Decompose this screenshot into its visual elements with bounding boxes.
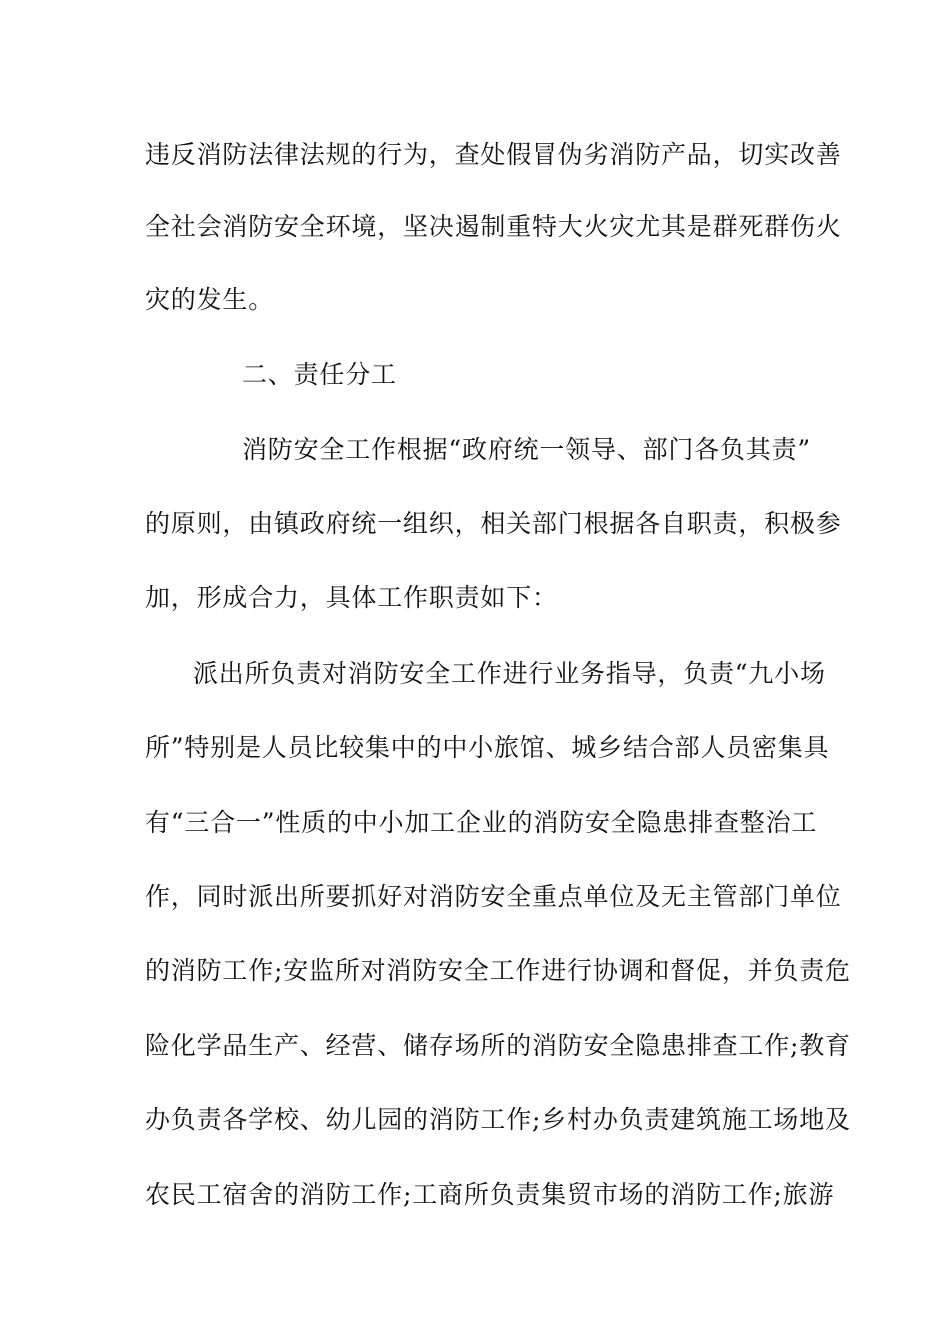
section-heading: 二、责任分工: [242, 360, 397, 389]
body-text-line: 加，形成合力，具体工作职责如下：: [145, 583, 558, 612]
body-text-line: 所”特别是人员比较集中的中小旅馆、城乡结合部人员密集具: [145, 733, 830, 762]
body-text-line: 作，同时派出所要抓好对消防安全重点单位及无主管部门单位: [145, 882, 842, 911]
body-text-line: 农民工宿舍的消防工作;工商所负责集贸市场的消防工作;旅游: [145, 1180, 835, 1209]
body-text-line: 的原则，由镇政府统一组织，相关部门根据各自职责，积极参: [145, 509, 842, 538]
body-text-line: 灾的发生。: [145, 285, 275, 314]
body-text-line: 派出所负责对消防安全工作进行业务指导，负责“九小场: [193, 659, 826, 688]
body-text-line: 全社会消防安全环境，坚决遏制重特大火灾尤其是群死群伤火: [145, 212, 842, 241]
body-text-line: 办负责各学校、幼儿园的消防工作;乡村办负责建筑施工场地及: [145, 1105, 851, 1134]
body-text-line: 的消防工作;安监所对消防安全工作进行协调和督促，并负责危: [145, 956, 851, 985]
body-text-line: 违反消防法律法规的行为，查处假冒伪劣消防产品，切实改善: [145, 140, 842, 169]
body-text-line: 有“三合一”性质的中小加工企业的消防安全隐患排查整治工: [145, 808, 818, 837]
body-text-line: 险化学品生产、经营、储存场所的消防安全隐患排查工作;教育: [145, 1031, 851, 1060]
body-text-line: 消防安全工作根据“政府统一领导、部门各负其责”: [242, 435, 811, 464]
